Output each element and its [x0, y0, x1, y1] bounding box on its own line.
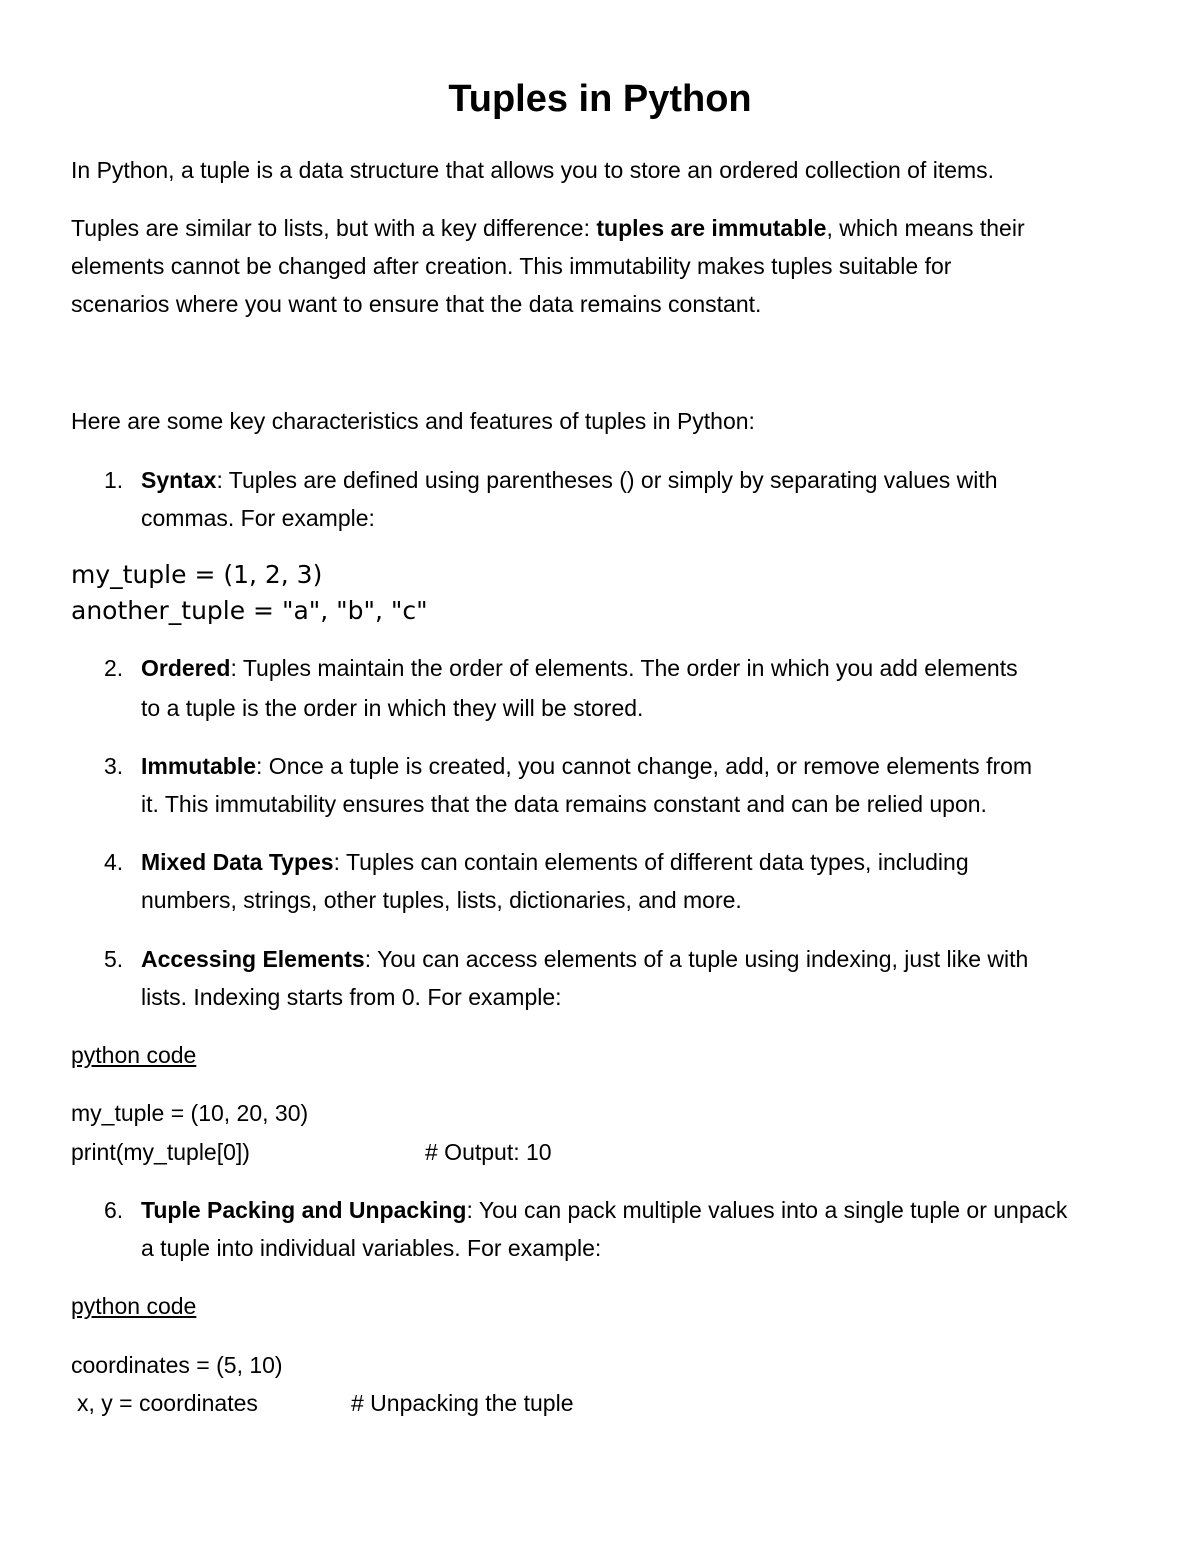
list-item-text-continued: lists. Indexing starts from 0. For example: — [141, 984, 562, 1010]
list-item-text-continued: commas. For example: — [141, 505, 375, 531]
list-item-label: Accessing Elements — [141, 946, 365, 972]
list-item-mixed-data-types — [141, 849, 969, 876]
list-item-text-continued: it. This immutability ensures that the data remains constant and can be relied upon. — [141, 791, 987, 817]
list-item-label: Syntax — [141, 467, 217, 493]
list-item-text: : Tuples maintain the order of elements. The order in which you add elements — [230, 655, 1018, 681]
list-item-text: : Tuples are defined using parentheses () or simply by separating values with — [216, 467, 998, 493]
list-item-number: 2. — [104, 655, 124, 681]
list-item-text-continued: to a tuple is the order in which they will be stored. — [141, 695, 644, 721]
list-item-number: 1. — [104, 467, 124, 493]
para2-bold: tuples are immutable — [596, 215, 827, 241]
list-item-label: Mixed Data Types — [141, 849, 334, 875]
list-item-text: : Once a tuple is created, you cannot change, add, or remove elements from — [256, 753, 1033, 779]
list-item-accessing-elements — [141, 946, 1028, 973]
list-item-tuple-packing — [141, 1197, 1067, 1224]
code-line: print(my_tuple[0]) — [71, 1139, 250, 1165]
code-line: my_tuple = (10, 20, 30) — [71, 1100, 309, 1126]
characteristics-intro: Here are some key characteristics and features of tuples in Python: — [71, 408, 755, 434]
code-line: my_tuple = (1, 2, 3) — [71, 560, 323, 589]
list-item-text: : You can pack multiple values into a single tuple or unpack — [466, 1197, 1068, 1223]
code-label: python code — [71, 1293, 197, 1319]
list-item-text-continued: numbers, strings, other tuples, lists, dictionaries, and more. — [141, 887, 742, 913]
list-item-number: 5. — [104, 946, 124, 972]
code-line: x, y = coordinates — [77, 1390, 258, 1416]
code-comment: # Output: 10 — [425, 1139, 552, 1165]
list-item-syntax — [141, 467, 998, 494]
code-line: another_tuple = "a", "b", "c" — [71, 596, 428, 625]
list-item-text: : You can access elements of a tuple using indexing, just like with — [364, 946, 1029, 972]
para2-before: Tuples are similar to lists, but with a key difference: — [71, 215, 597, 241]
para2-after: , which means their — [826, 215, 1025, 241]
page-title: Tuples in Python — [448, 78, 752, 120]
list-item-number: 3. — [104, 753, 124, 779]
intro-paragraph: In Python, a tuple is a data structure that allows you to store an ordered collection of items. — [71, 157, 995, 183]
code-line: coordinates = (5, 10) — [71, 1352, 283, 1378]
list-item-text: : Tuples can contain elements of different data types, including — [333, 849, 969, 875]
list-item-text-continued: a tuple into individual variables. For example: — [141, 1235, 602, 1261]
list-item-label: Tuple Packing and Unpacking — [141, 1197, 467, 1223]
list-item-immutable — [141, 753, 1032, 780]
list-item-number: 4. — [104, 849, 124, 875]
immutability-paragraph-line2: elements cannot be changed after creation. This immutability makes tuples suitable for — [71, 253, 952, 279]
list-item-ordered — [141, 655, 1018, 682]
list-item-label: Ordered — [141, 655, 231, 681]
code-comment: # Unpacking the tuple — [351, 1390, 574, 1416]
immutability-paragraph-line3: scenarios where you want to ensure that the data remains constant. — [71, 291, 762, 317]
list-item-number: 6. — [104, 1197, 124, 1223]
code-label: python code — [71, 1042, 197, 1068]
list-item-label: Immutable — [141, 753, 257, 779]
immutability-paragraph-line1 — [71, 215, 1025, 242]
